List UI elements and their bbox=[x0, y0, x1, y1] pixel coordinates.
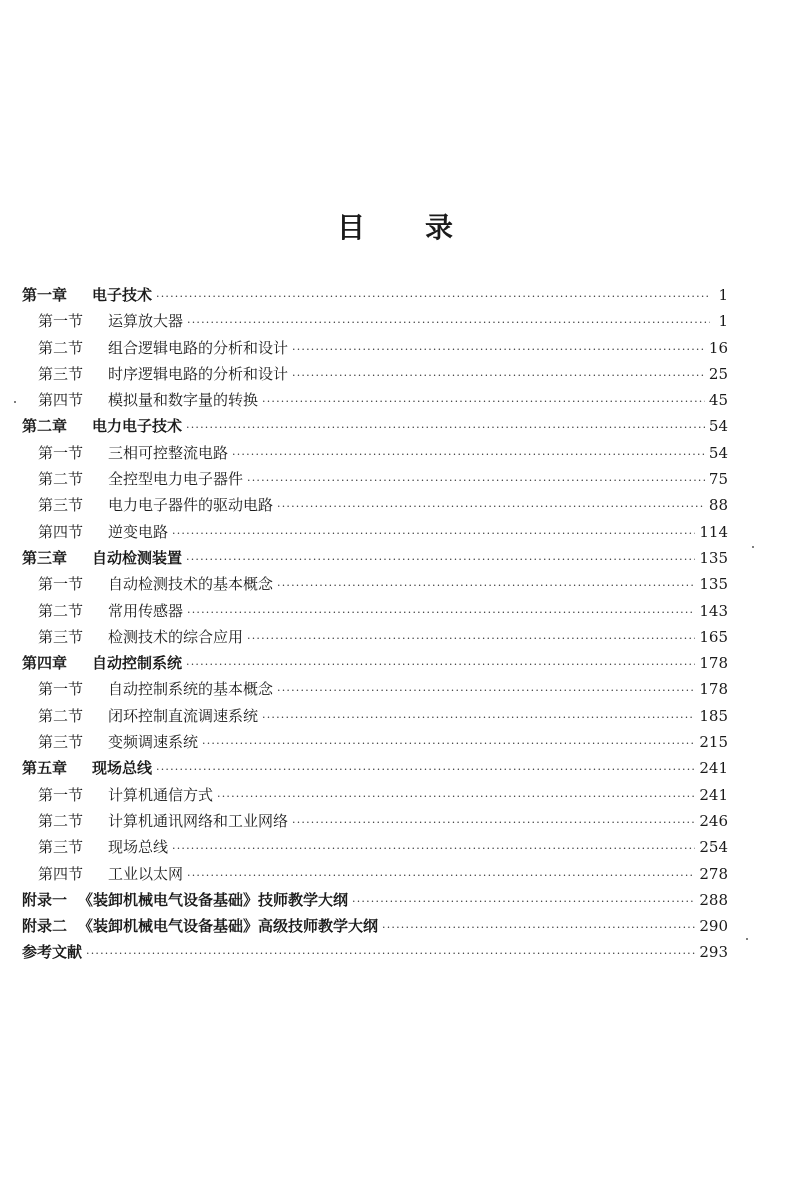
toc-entry-number: 第二节 bbox=[38, 470, 84, 489]
toc-entry-number: 附录二 bbox=[22, 917, 68, 936]
toc-entry-page: 254 bbox=[699, 838, 728, 857]
toc-entry-number: 第五章 bbox=[22, 759, 68, 778]
toc-entry-page: 241 bbox=[699, 785, 728, 804]
toc-entry-number: 第三节 bbox=[38, 627, 84, 646]
toc-section-row bbox=[22, 492, 728, 518]
toc-leader-dots bbox=[352, 889, 695, 915]
toc-leader-dots bbox=[187, 600, 695, 626]
toc-entry-page: 135 bbox=[699, 548, 728, 567]
toc-entry-page: 143 bbox=[699, 601, 728, 620]
toc-section-row bbox=[22, 361, 728, 387]
toc-entry-title: 全控型电力电子器件 bbox=[108, 470, 244, 489]
toc-section-row bbox=[22, 519, 728, 545]
toc-entry-title: 时序逻辑电路的分析和设计 bbox=[108, 364, 289, 383]
toc-entry-page: 114 bbox=[699, 522, 728, 541]
toc-chapter-row bbox=[22, 755, 728, 781]
toc-entry-page: 165 bbox=[699, 627, 728, 646]
toc-leader-dots bbox=[292, 810, 695, 836]
toc-leader-dots bbox=[172, 836, 695, 862]
toc-entry-page: 88 bbox=[708, 496, 728, 515]
toc-entry-title: 计算机通讯网络和工业网络 bbox=[108, 811, 289, 830]
toc-leader-dots bbox=[172, 521, 695, 547]
toc-leader-dots bbox=[247, 626, 695, 652]
toc-entry-page: 290 bbox=[699, 917, 728, 936]
toc-entry-number: 第一章 bbox=[22, 286, 68, 304]
toc-chapter-row bbox=[22, 282, 728, 308]
page-title bbox=[0, 208, 790, 248]
toc-entry-number: 第二节 bbox=[38, 338, 84, 357]
toc-entry-title: 现场总线 bbox=[92, 759, 153, 778]
toc-section-row bbox=[22, 308, 728, 334]
toc-entry-title: 常用传感器 bbox=[108, 601, 184, 620]
toc-entry-title: 工业以太网 bbox=[108, 864, 184, 883]
toc-leader-dots bbox=[277, 678, 695, 704]
toc-entry-number: 第一节 bbox=[38, 312, 84, 331]
toc-entry-title: 模拟量和数字量的转换 bbox=[108, 391, 259, 410]
toc-leader-dots bbox=[262, 389, 705, 415]
toc-entry-title: 逆变电路 bbox=[108, 522, 169, 541]
toc-entry-number: 第二章 bbox=[22, 417, 68, 436]
toc-leader-dots bbox=[292, 337, 705, 363]
toc-entry-page: 1 bbox=[718, 312, 728, 331]
table-of-contents bbox=[22, 282, 728, 966]
toc-entry-title: 《装卸机械电气设备基础》技师教学大纲 bbox=[78, 890, 349, 909]
scan-speck bbox=[14, 401, 16, 403]
toc-entry-page: 246 bbox=[699, 811, 728, 830]
toc-chapter-row bbox=[22, 650, 728, 676]
toc-section-row bbox=[22, 624, 728, 650]
toc-section-row bbox=[22, 676, 728, 702]
toc-entry-number: 第三节 bbox=[38, 364, 84, 383]
toc-entry-page: 1 bbox=[718, 286, 728, 304]
toc-appendix-row bbox=[22, 913, 728, 939]
toc-entry-page: 288 bbox=[699, 890, 728, 909]
toc-leader-dots bbox=[186, 652, 695, 678]
toc-entry-title: 自动控制系统的基本概念 bbox=[108, 680, 274, 699]
toc-section-row bbox=[22, 598, 728, 624]
toc-entry-title: 电力电子器件的驱动电路 bbox=[108, 496, 274, 515]
toc-entry-number: 第四章 bbox=[22, 654, 68, 673]
toc-entry-title: 计算机通信方式 bbox=[108, 785, 214, 804]
toc-leader-dots bbox=[202, 731, 695, 757]
toc-entry-number: 第二节 bbox=[38, 706, 84, 725]
toc-entry-number: 第一节 bbox=[38, 443, 84, 462]
toc-entry-page: 185 bbox=[699, 706, 728, 725]
toc-entry-number: 第四节 bbox=[38, 522, 84, 541]
toc-entry-title: 现场总线 bbox=[108, 838, 169, 857]
toc-leader-dots bbox=[186, 547, 695, 573]
toc-entry-page: 178 bbox=[699, 680, 728, 699]
toc-leader-dots bbox=[232, 442, 705, 468]
toc-entry-number: 第二节 bbox=[38, 811, 84, 830]
toc-entry-title: 电力电子技术 bbox=[92, 417, 183, 436]
toc-leader-dots bbox=[382, 915, 695, 941]
toc-section-row bbox=[22, 782, 728, 808]
toc-leader-dots bbox=[262, 705, 695, 731]
toc-chapter-row bbox=[22, 545, 728, 571]
toc-entry-page: 241 bbox=[699, 759, 728, 778]
toc-section-row bbox=[22, 387, 728, 413]
toc-leader-dots bbox=[277, 494, 705, 520]
page-title-char-2: 录 bbox=[425, 211, 454, 244]
toc-section-row bbox=[22, 808, 728, 834]
toc-leader-dots bbox=[187, 310, 710, 336]
toc-entry-number: 第三节 bbox=[38, 496, 84, 515]
toc-leader-dots bbox=[187, 863, 695, 889]
toc-entry-page: 54 bbox=[708, 443, 728, 462]
toc-leader-dots bbox=[186, 415, 705, 441]
toc-entry-number: 第四节 bbox=[38, 391, 84, 410]
toc-section-row bbox=[22, 834, 728, 860]
toc-entry-number: 第三节 bbox=[38, 838, 84, 857]
toc-entry-title: 变频调速系统 bbox=[108, 733, 199, 752]
toc-section-row bbox=[22, 861, 728, 887]
toc-entry-number: 第三章 bbox=[22, 548, 68, 567]
toc-entry-number: 第一节 bbox=[38, 785, 84, 804]
toc-entry-title: 运算放大器 bbox=[108, 312, 184, 331]
scan-speck bbox=[746, 938, 748, 940]
toc-entry-number: 第二节 bbox=[38, 601, 84, 620]
toc-entry-page: 45 bbox=[708, 391, 728, 410]
toc-section-row bbox=[22, 440, 728, 466]
toc-section-row bbox=[22, 571, 728, 597]
toc-entry-page: 54 bbox=[708, 417, 728, 436]
toc-entry-number: 第一节 bbox=[38, 680, 84, 699]
toc-entry-page: 135 bbox=[699, 575, 728, 594]
toc-section-row bbox=[22, 466, 728, 492]
toc-references-row bbox=[22, 939, 728, 965]
toc-chapter-row bbox=[22, 413, 728, 439]
toc-entry-title: 检测技术的综合应用 bbox=[108, 627, 244, 646]
toc-entry-title: 参考文献 bbox=[22, 943, 83, 962]
toc-entry-title: 《装卸机械电气设备基础》高级技师教学大纲 bbox=[78, 917, 379, 936]
toc-leader-dots bbox=[292, 363, 705, 389]
toc-leader-dots bbox=[277, 573, 695, 599]
toc-entry-page: 16 bbox=[708, 338, 728, 357]
toc-entry-page: 75 bbox=[708, 470, 728, 489]
toc-entry-number: 附录一 bbox=[22, 890, 68, 909]
toc-leader-dots bbox=[247, 468, 705, 494]
toc-leader-dots bbox=[217, 784, 695, 810]
toc-entry-title: 自动检测装置 bbox=[92, 548, 183, 567]
toc-entry-title: 三相可控整流电路 bbox=[108, 443, 229, 462]
toc-entry-title: 自动控制系统 bbox=[92, 654, 183, 673]
toc-leader-dots bbox=[156, 757, 695, 783]
toc-section-row bbox=[22, 335, 728, 361]
toc-entry-number: 第四节 bbox=[38, 864, 84, 883]
toc-leader-dots bbox=[86, 941, 695, 967]
toc-entry-title: 组合逻辑电路的分析和设计 bbox=[108, 338, 289, 357]
toc-entry-page: 178 bbox=[699, 654, 728, 673]
toc-entry-page: 215 bbox=[699, 733, 728, 752]
toc-leader-dots bbox=[156, 284, 710, 310]
toc-entry-page: 25 bbox=[708, 364, 728, 383]
scan-speck bbox=[752, 546, 754, 548]
toc-section-row bbox=[22, 703, 728, 729]
toc-entry-page: 278 bbox=[699, 864, 728, 883]
toc-entry-title: 电子技术 bbox=[92, 286, 153, 304]
page-title-char-1: 目 bbox=[336, 211, 365, 244]
toc-entry-page: 293 bbox=[699, 943, 728, 962]
toc-appendix-row bbox=[22, 887, 728, 913]
toc-section-row bbox=[22, 729, 728, 755]
toc-entry-number: 第三节 bbox=[38, 733, 84, 752]
toc-entry-title: 自动检测技术的基本概念 bbox=[108, 575, 274, 594]
toc-entry-title: 闭环控制直流调速系统 bbox=[108, 706, 259, 725]
toc-entry-number: 第一节 bbox=[38, 575, 84, 594]
